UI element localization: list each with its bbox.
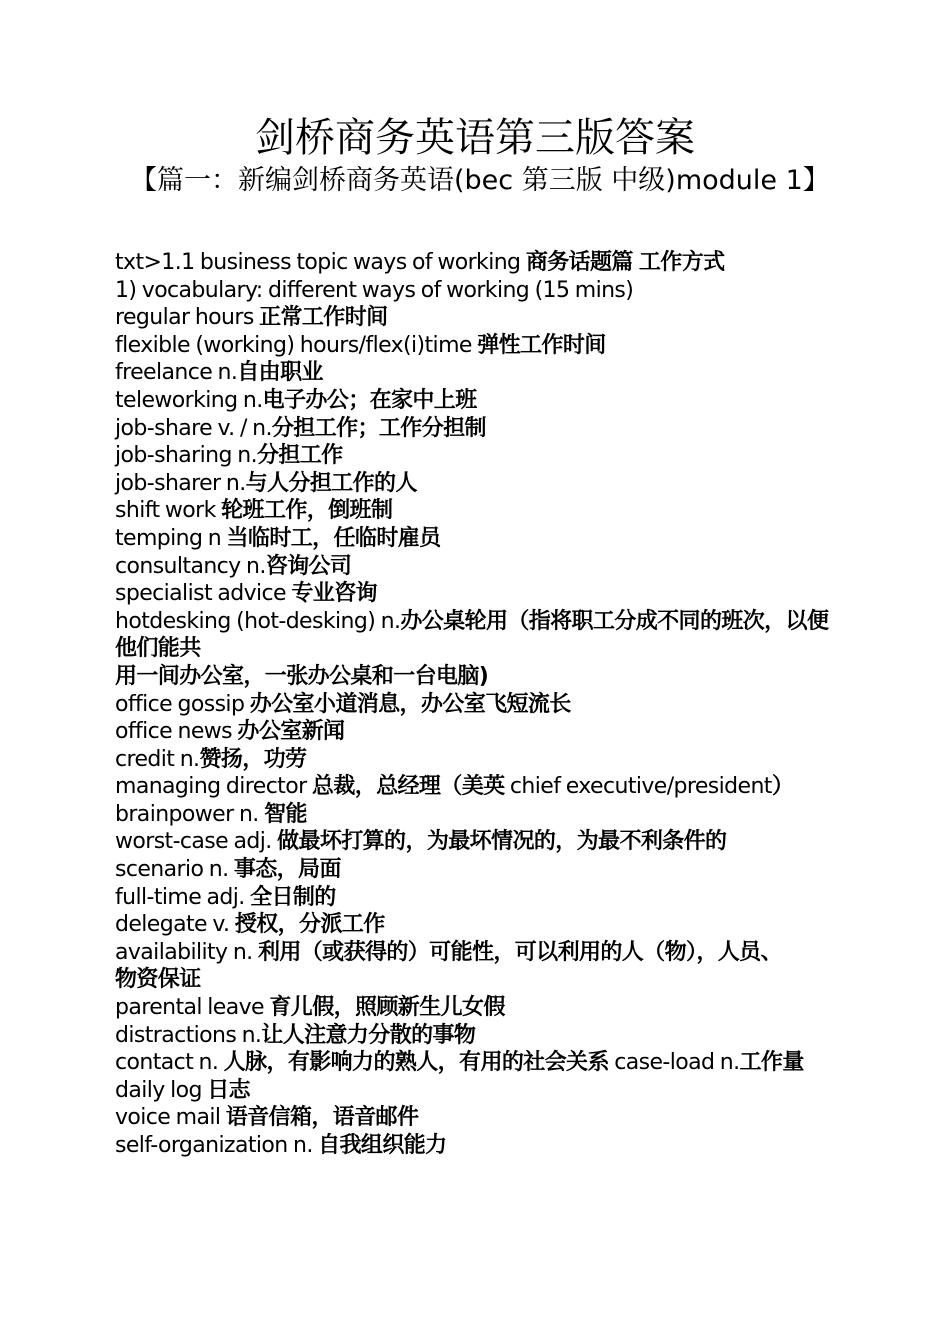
line-english: txt>1.1 business topic ways of working bbox=[115, 250, 526, 275]
line-chinese: 办公室小道消息，办公室飞短流长 bbox=[249, 691, 571, 717]
vocab-line bbox=[115, 1132, 830, 1160]
vocab-line bbox=[115, 718, 830, 746]
vocab-line bbox=[115, 1022, 830, 1050]
vocab-line bbox=[115, 746, 830, 774]
vocab-line bbox=[115, 359, 830, 387]
vocab-line bbox=[115, 332, 830, 360]
line-chinese: 利用（或获得的）可能性，可以利用的人（物），人员、 bbox=[257, 939, 782, 965]
line-chinese-extra: 工作量 bbox=[739, 1050, 804, 1076]
line-chinese: 与人分担工作的人 bbox=[245, 470, 417, 496]
vocab-line bbox=[115, 856, 830, 884]
line-chinese: 办公室新闻 bbox=[237, 719, 345, 745]
line-english: regular hours bbox=[115, 305, 260, 331]
line-chinese: 全日制的 bbox=[250, 884, 336, 910]
vocab-line bbox=[115, 939, 830, 967]
line-english: office news bbox=[115, 719, 238, 745]
line-chinese: 咨询公司 bbox=[265, 553, 352, 579]
vocab-line bbox=[115, 773, 830, 801]
line-english: voice mail bbox=[115, 1105, 226, 1131]
vocab-line bbox=[115, 691, 830, 719]
line-chinese: 赞扬，功劳 bbox=[199, 746, 307, 772]
line-chinese: 商务话题篇 工作方式 bbox=[525, 250, 725, 275]
vocab-line bbox=[115, 277, 830, 305]
line-english: worst-case adj. bbox=[115, 829, 278, 855]
line-chinese: 自由职业 bbox=[237, 360, 323, 386]
line-english: scenario n. bbox=[115, 857, 234, 883]
line-chinese-extra: ） bbox=[771, 774, 794, 800]
line-english: daily log bbox=[115, 1077, 208, 1103]
line-chinese: 让人注意力分散的事物 bbox=[261, 1022, 476, 1048]
vocab-line bbox=[115, 1049, 830, 1077]
line-chinese: 办公桌轮用（指将职工分成不同的班次，以便他们能共 bbox=[115, 608, 829, 662]
vocab-line bbox=[115, 1104, 830, 1132]
vocab-line bbox=[115, 470, 830, 498]
line-english: parental leave bbox=[115, 995, 270, 1021]
vocab-line bbox=[115, 884, 830, 912]
line-english: teleworking n. bbox=[115, 387, 263, 413]
line-chinese: 授权，分派工作 bbox=[234, 912, 385, 938]
line-english: distractions n. bbox=[115, 1022, 262, 1048]
vocab-line bbox=[115, 911, 830, 939]
line-english: job-sharer n. bbox=[115, 470, 246, 496]
line-chinese: 自我组织能力 bbox=[318, 1133, 447, 1158]
vocab-line bbox=[115, 608, 830, 663]
vocabulary-list bbox=[115, 249, 830, 1160]
line-chinese: 弹性工作时间 bbox=[477, 332, 606, 358]
vocab-line bbox=[115, 442, 830, 470]
line-chinese: 事态，局面 bbox=[233, 857, 341, 883]
line-chinese: 日志 bbox=[207, 1077, 251, 1103]
line-chinese: 电子办公；在家中上班 bbox=[262, 387, 477, 413]
vocab-line bbox=[115, 966, 830, 994]
line-chinese: 轮班工作，倒班制 bbox=[221, 498, 393, 524]
vocab-line bbox=[115, 415, 830, 443]
document-title: 剑桥商务英语第三版答案 bbox=[255, 115, 695, 161]
line-english: self-organization n. bbox=[115, 1133, 319, 1158]
line-english: full-time adj. bbox=[115, 884, 251, 910]
document-subtitle: 【篇一：新编剑桥商务英语(bec 第三版 中级)module 1】 bbox=[130, 165, 830, 196]
line-chinese: 人脉，有影响力的熟人，有用的社会关系 bbox=[223, 1050, 609, 1076]
vocab-line bbox=[115, 580, 830, 608]
line-chinese: 正常工作时间 bbox=[259, 305, 388, 331]
line-chinese: 专业咨询 bbox=[291, 581, 377, 607]
vocab-line bbox=[115, 525, 830, 553]
vocab-line bbox=[115, 553, 830, 581]
line-english: job-share v. / n. bbox=[115, 415, 272, 441]
line-chinese: 分担工作；工作分担制 bbox=[271, 415, 486, 441]
vocab-line bbox=[115, 497, 830, 525]
line-english: brainpower n. bbox=[115, 801, 265, 827]
line-chinese: 总裁，总经理（美英 bbox=[311, 774, 505, 800]
line-chinese: 分担工作 bbox=[256, 443, 343, 469]
line-english: job-sharing n. bbox=[115, 443, 257, 469]
vocab-line bbox=[115, 828, 830, 856]
line-chinese: 当临时工，任临时雇员 bbox=[226, 525, 441, 551]
line-english: credit n. bbox=[115, 746, 200, 772]
line-english: freelance n. bbox=[115, 360, 238, 386]
line-english: shift work bbox=[115, 498, 222, 524]
vocab-line bbox=[115, 801, 830, 829]
line-chinese: 智能 bbox=[264, 801, 307, 827]
line-english-extra: case-load n. bbox=[608, 1050, 740, 1076]
line-chinese: 做最坏打算的，为最坏情况的，为最不利条件的 bbox=[277, 829, 727, 855]
line-english: flexible (working) hours/flex(i)time bbox=[115, 332, 478, 358]
line-chinese: 语音信箱，语音邮件 bbox=[225, 1105, 419, 1131]
line-english: office gossip bbox=[115, 691, 250, 717]
line-english: delegate v. bbox=[115, 912, 235, 938]
vocab-line bbox=[115, 249, 830, 277]
line-english: availability n. bbox=[115, 939, 258, 965]
line-english: managing director bbox=[115, 774, 312, 800]
line-english: specialist advice bbox=[115, 581, 292, 607]
line-english: contact n. bbox=[115, 1050, 224, 1076]
vocab-line bbox=[115, 1077, 830, 1105]
vocab-line bbox=[115, 994, 830, 1022]
line-chinese: 物资保证 bbox=[115, 967, 201, 993]
line-english-extra: chief executive/president bbox=[504, 774, 772, 800]
vocab-line bbox=[115, 304, 830, 332]
line-chinese: 育儿假，照顾新生儿女假 bbox=[269, 995, 505, 1021]
vocab-line bbox=[115, 663, 830, 691]
line-english: 1) vocabulary: different ways of working (15 mins) bbox=[115, 277, 634, 303]
vocab-line bbox=[115, 387, 830, 415]
line-english: hotdesking (hot-desking) n. bbox=[115, 608, 401, 634]
line-chinese: 用一间办公室，一张办公桌和一台电脑) bbox=[115, 663, 489, 689]
line-english: temping n bbox=[115, 525, 227, 551]
line-english: consultancy n. bbox=[115, 553, 266, 579]
